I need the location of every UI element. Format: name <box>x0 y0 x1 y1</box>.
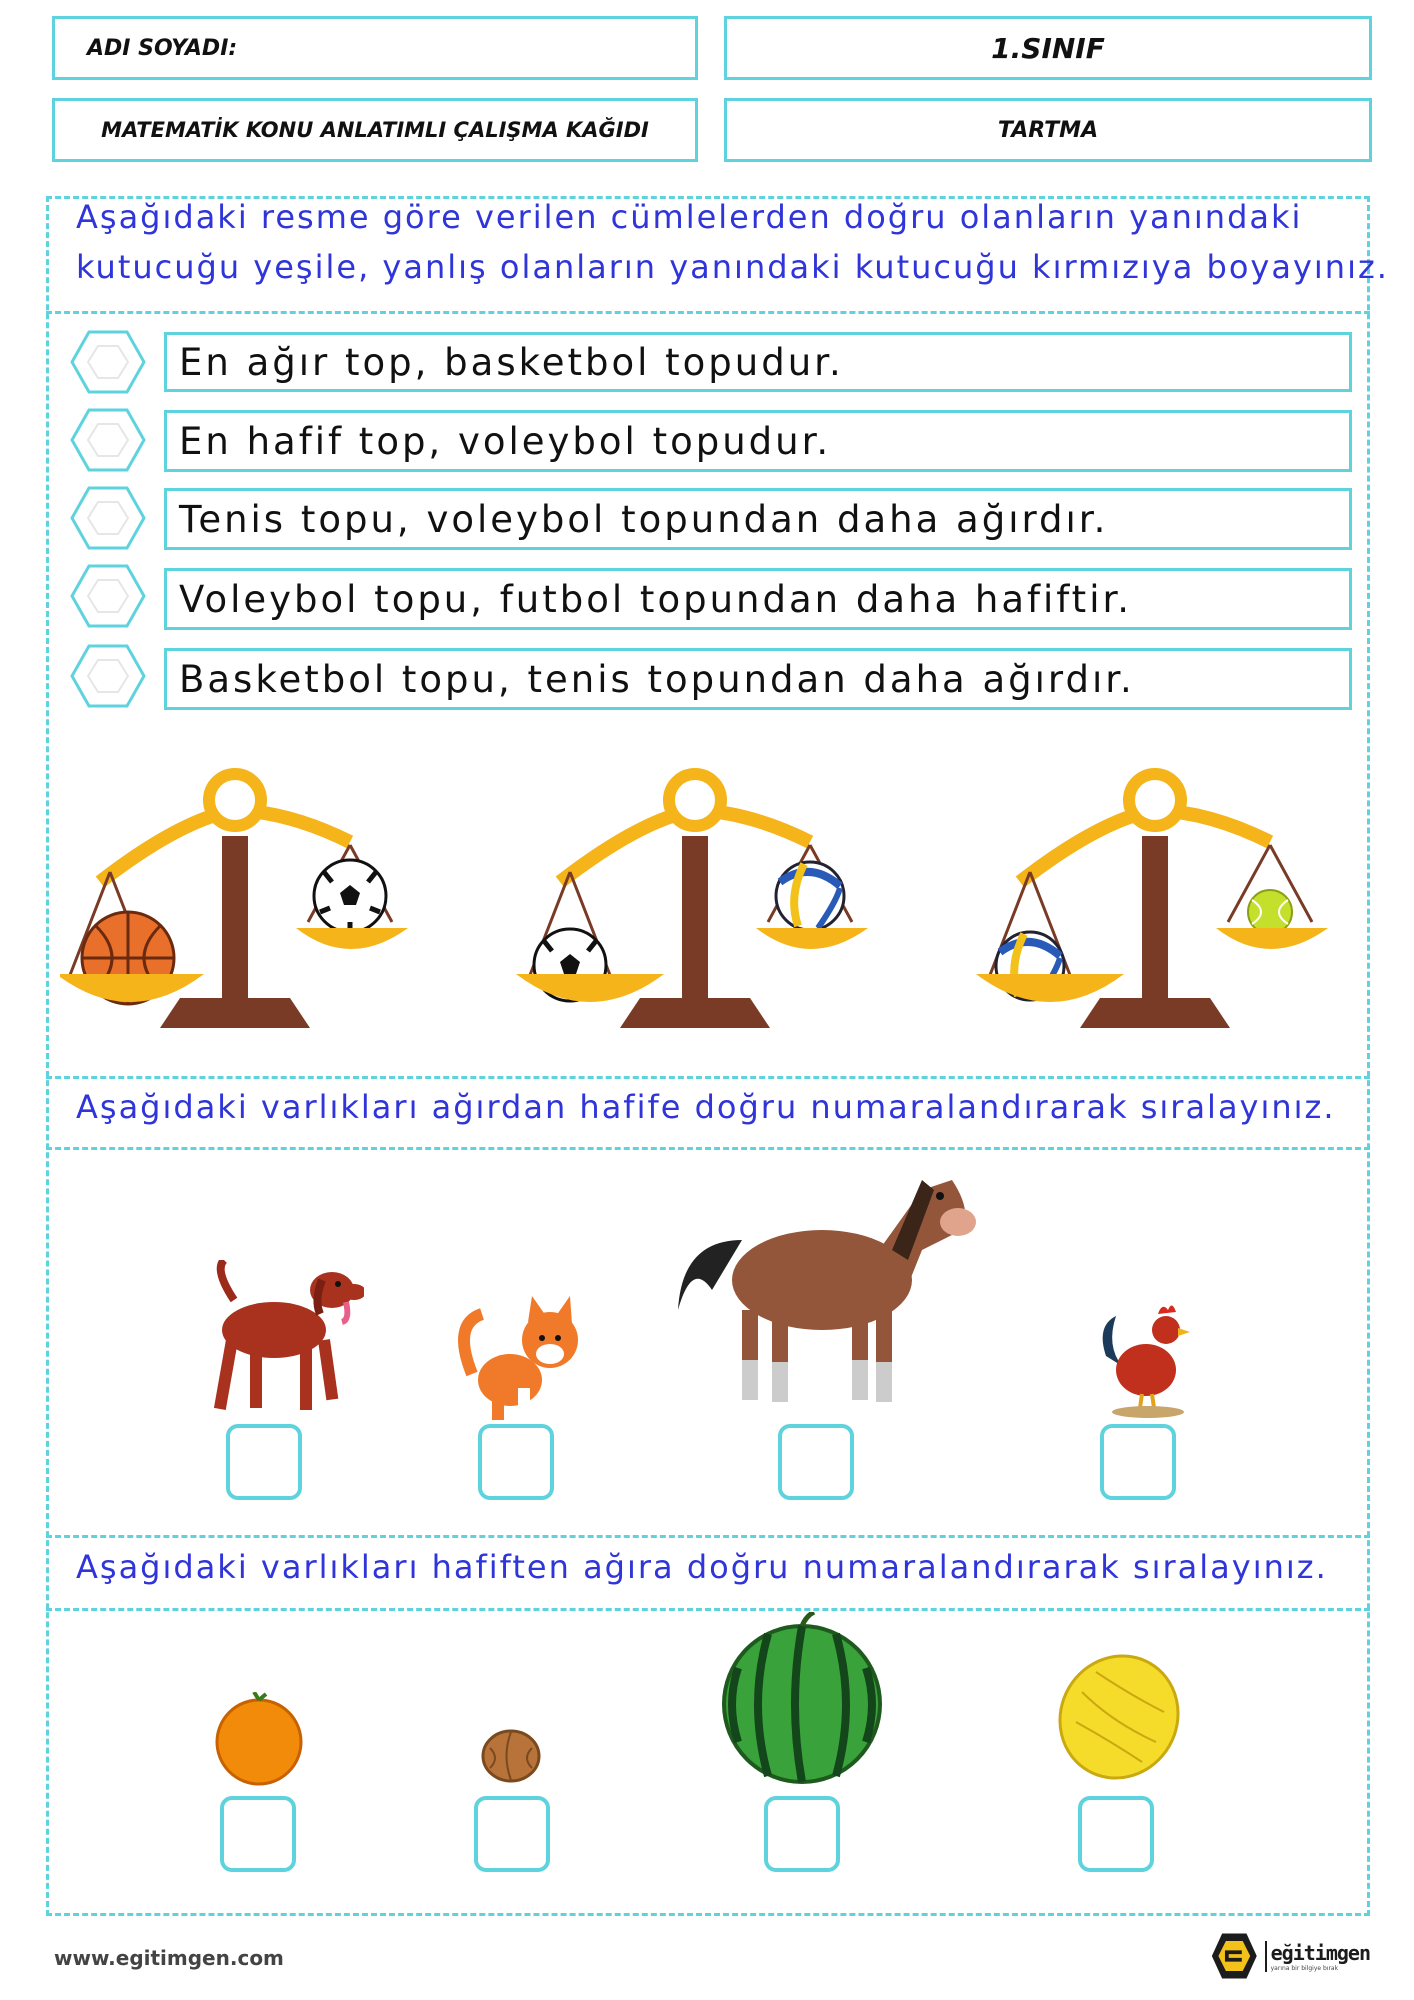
hexagon-checkbox-1[interactable] <box>70 330 146 394</box>
scale-3 <box>976 774 1328 1028</box>
hexagon-checkbox-3[interactable] <box>70 486 146 550</box>
name-field[interactable] <box>52 16 698 80</box>
hexagon-checkbox-5[interactable] <box>70 644 146 708</box>
answer-box-cat[interactable] <box>478 1424 554 1500</box>
answer-box-rooster[interactable] <box>1100 1424 1176 1500</box>
answer-box-horse[interactable] <box>778 1424 854 1500</box>
statement-3 <box>164 488 1352 550</box>
statement-text: Basketbol topu, tenis topundan daha ağırdır. <box>179 657 1135 701</box>
rooster-image <box>1096 1296 1196 1420</box>
grade-box <box>724 16 1372 80</box>
divider-1 <box>46 311 1370 314</box>
walnut-image <box>480 1728 542 1784</box>
answer-box-orange[interactable] <box>220 1796 296 1872</box>
logo-hexagon-icon <box>1210 1930 1259 1982</box>
horse-image <box>672 1150 992 1420</box>
orange-image <box>214 1692 304 1786</box>
statement-text: En hafif top, voleybol topudur. <box>179 419 832 463</box>
answer-box-walnut[interactable] <box>474 1796 550 1872</box>
statement-2 <box>164 410 1352 472</box>
watermelon-image <box>718 1612 886 1784</box>
logo-text: eğitimgen <box>1270 1940 1370 1965</box>
subject-label: MATEMATİK KONU ANLATIMLI ÇALIŞMA KAĞIDI <box>101 118 649 142</box>
section1-instruction-line2: kutucuğu yeşile, yanlış olanların yanındaki kutucuğu kırmızıya boyayınız. <box>76 248 1389 286</box>
subject-box <box>52 98 698 162</box>
topic-label: TARTMA <box>997 117 1099 143</box>
divider-2 <box>46 1076 1370 1079</box>
scales-illustration <box>60 760 1360 1060</box>
statement-text: En ağır top, basketbol topudur. <box>179 340 844 384</box>
grade-label: 1.SINIF <box>991 31 1105 65</box>
dog-image <box>204 1260 364 1420</box>
statement-5 <box>164 648 1352 710</box>
name-label: ADI SOYADI: <box>87 35 238 61</box>
section1-instruction-line1: Aşağıdaki resme göre verilen cümlelerden doğru olanların yanındaki <box>76 198 1303 236</box>
divider-5 <box>46 1608 1370 1611</box>
footer-url[interactable]: www.egitimgen.com <box>54 1946 284 1970</box>
hexagon-checkbox-2[interactable] <box>70 408 146 472</box>
scale-1 <box>60 774 408 1028</box>
cat-image <box>452 1284 582 1424</box>
brand-logo <box>1210 1928 1370 1984</box>
statement-4 <box>164 568 1352 630</box>
statement-text: Voleybol topu, futbol topundan daha hafiftir. <box>179 577 1133 621</box>
statement-text: Tenis topu, voleybol topundan daha ağırdır. <box>179 497 1109 541</box>
section3-instruction: Aşağıdaki varlıkları hafiften ağıra doğru numaralandırarak sıralayınız. <box>76 1548 1328 1586</box>
answer-box-dog[interactable] <box>226 1424 302 1500</box>
answer-box-melon[interactable] <box>1078 1796 1154 1872</box>
answer-box-watermelon[interactable] <box>764 1796 840 1872</box>
hexagon-checkbox-4[interactable] <box>70 564 146 628</box>
statement-1 <box>164 332 1352 392</box>
logo-tagline: yarına bir bilgiye bırak <box>1270 1964 1339 1972</box>
melon-image <box>1052 1652 1186 1782</box>
divider-4 <box>46 1535 1370 1538</box>
section2-instruction: Aşağıdaki varlıkları ağırdan hafife doğru numaralandırarak sıralayınız. <box>76 1088 1336 1126</box>
scale-2 <box>516 774 868 1028</box>
topic-box <box>724 98 1372 162</box>
